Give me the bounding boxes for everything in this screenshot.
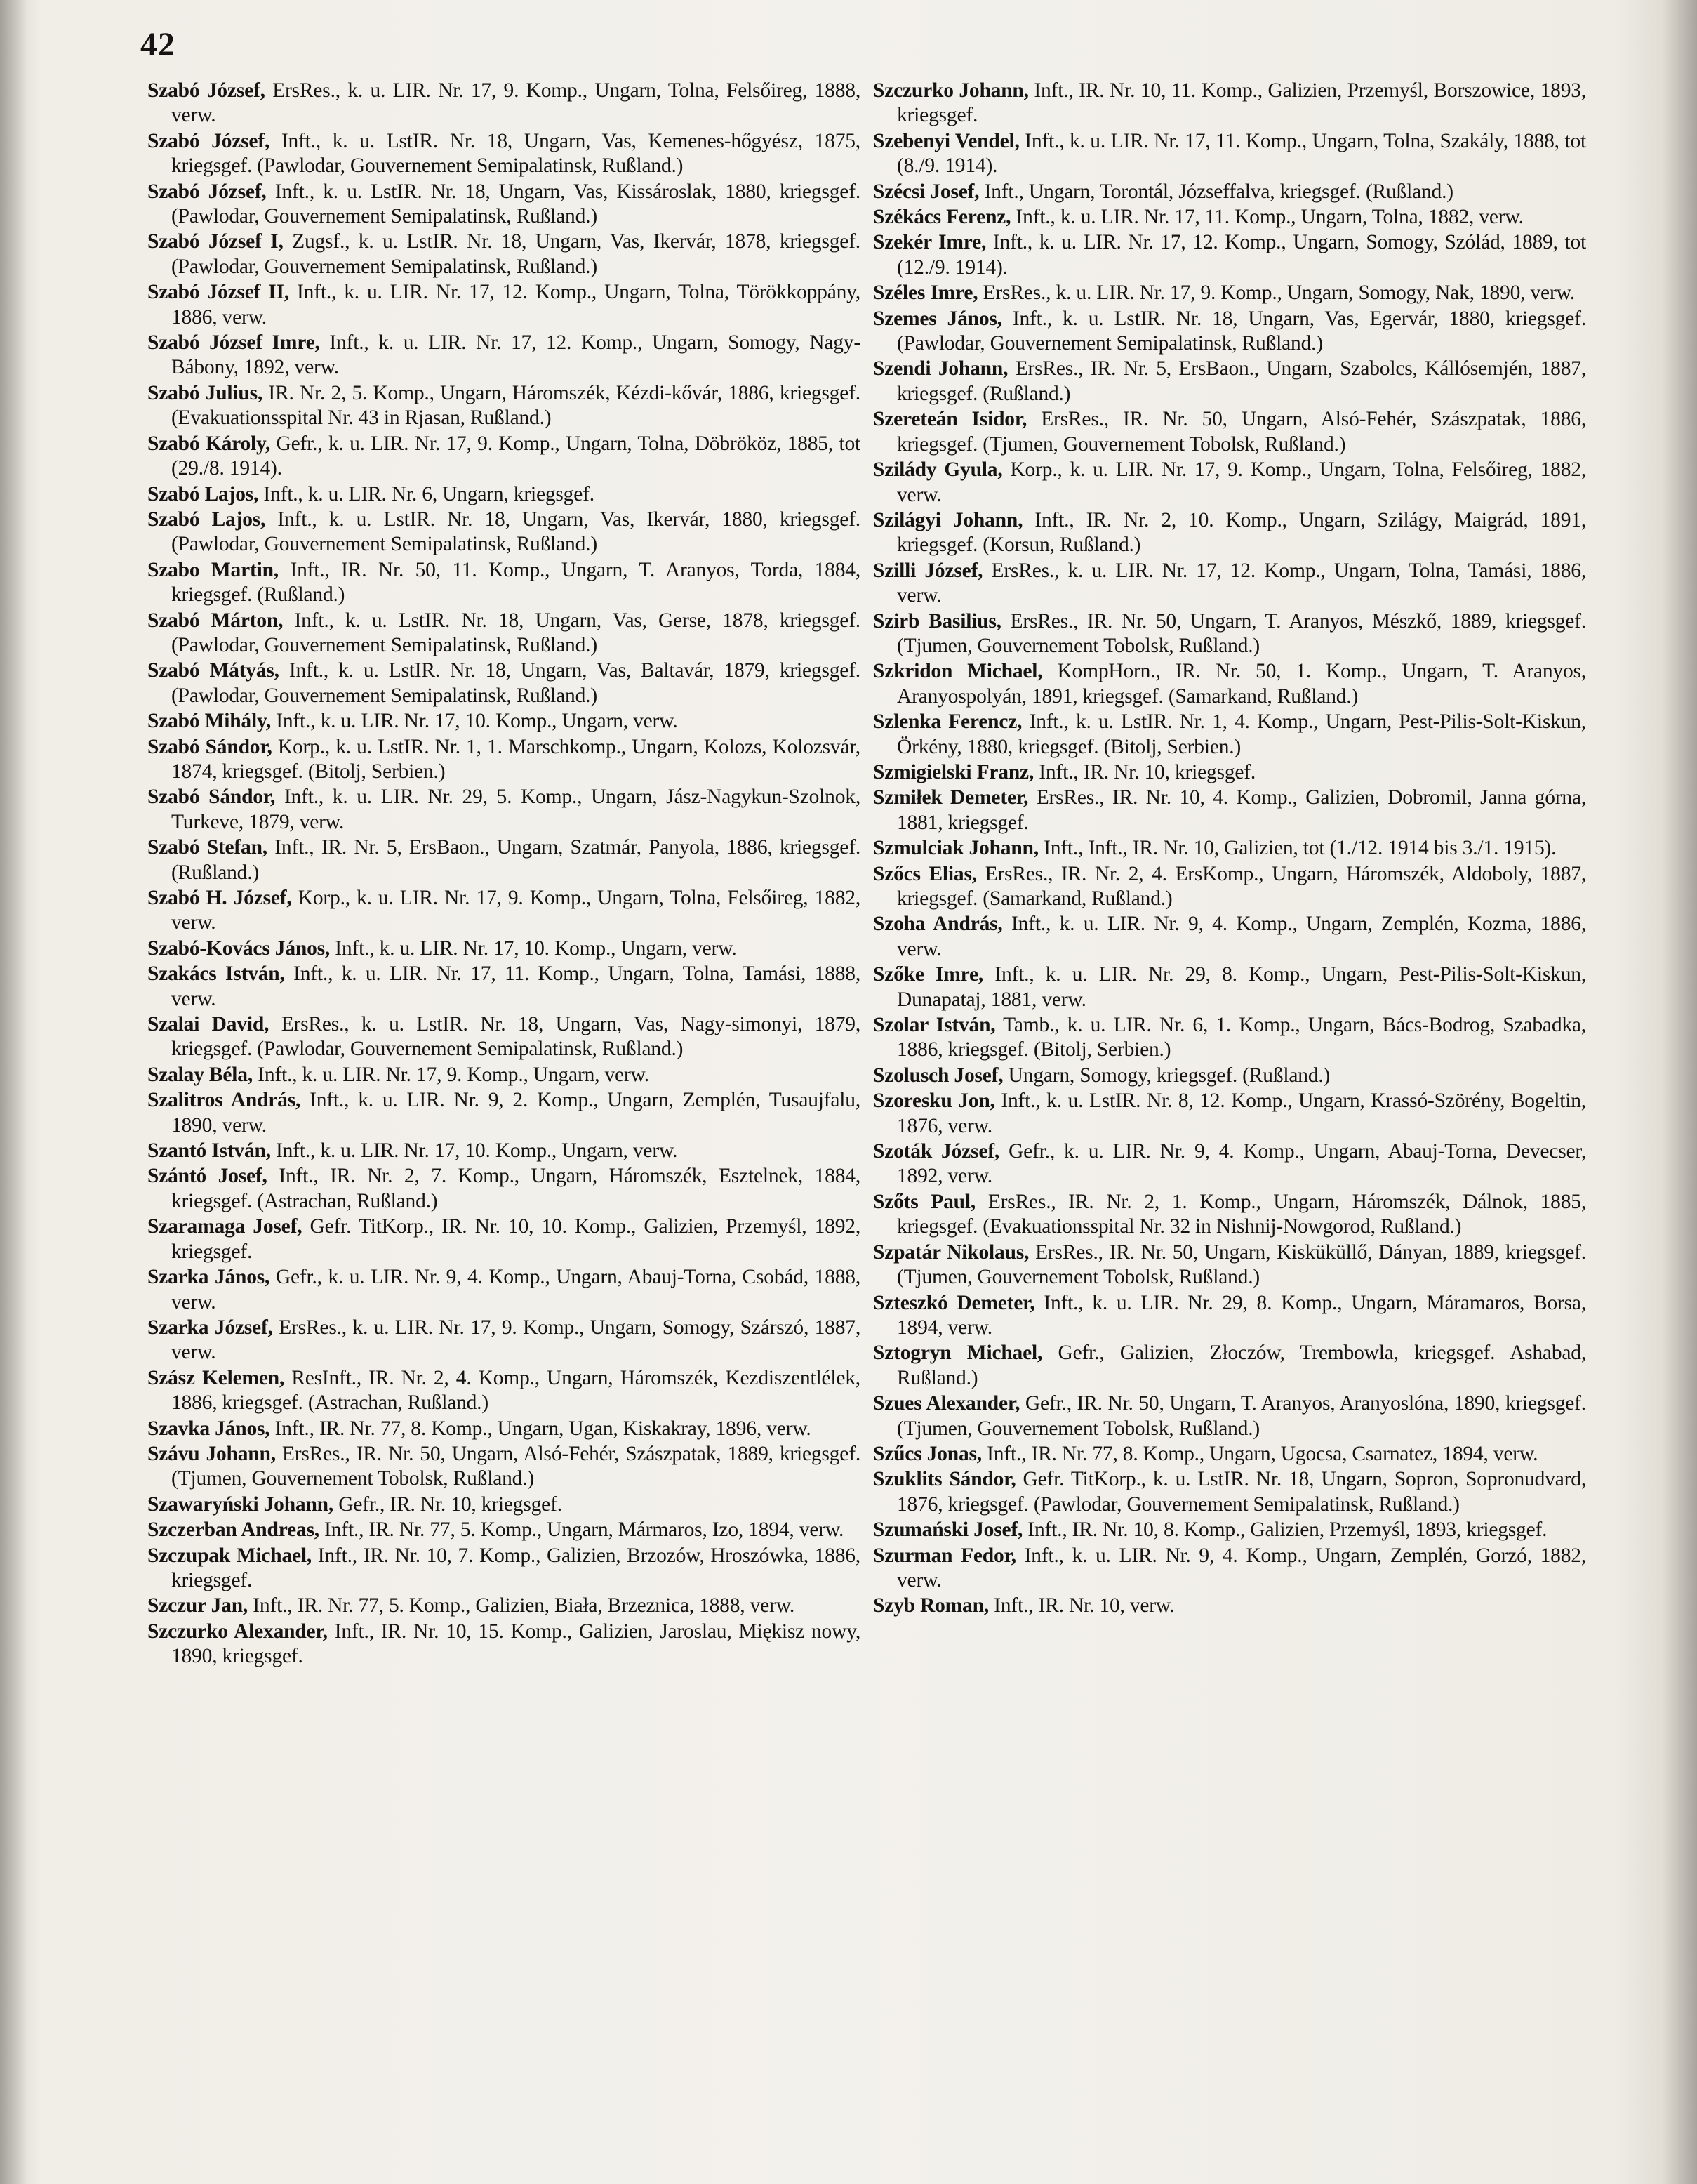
list-item <box>873 1442 1586 1467</box>
entry-details: Gefr., k. u. LIR. Nr. 9, 4. Komp., Ungarn, Abauj-Torna, Devecser, 1892, verw. <box>897 1140 1587 1188</box>
list-item <box>873 1139 1586 1189</box>
entry-name: Szilágyi Johann, <box>873 508 1023 531</box>
entry-details: Inft., k. u. LIR. Nr. 17, 12. Komp., Ungarn, Somogy, Szólád, 1889, tot (12./9. 1914). <box>897 231 1586 279</box>
entry-name: Szirb Basilius, <box>873 609 1001 633</box>
entry-details: Inft., IR. Nr. 10, verw. <box>989 1594 1175 1617</box>
list-item <box>147 230 860 279</box>
list-item <box>147 1088 860 1138</box>
entry-details: ErsRes., k. u. LIR. Nr. 17, 9. Komp., Ungarn, Somogy, Nak, 1890, verw. <box>978 282 1575 305</box>
list-item <box>873 230 1586 280</box>
entry-details: ErsRes., IR. Nr. 50, Ungarn, Alsó-Fehér, Szászpatak, 1889, kriegsgef. (Tjumen, Gouvernement Tobolsk, Rußland.) <box>171 1442 860 1490</box>
entry-name: Szalay Béla, <box>147 1063 253 1086</box>
entry-name: Szabó József I, <box>147 230 284 253</box>
list-item <box>873 1594 1586 1618</box>
entry-name: Szabo Martin, <box>147 558 279 581</box>
entry-name: Szabó József, <box>147 79 265 102</box>
entry-name: Szőcs Elias, <box>873 862 977 885</box>
entry-details: Inft., k. u. LIR. Nr. 17, 10. Komp., Ungarn, verw. <box>270 1139 678 1163</box>
list-item <box>147 1493 860 1517</box>
entry-details: Tamb., k. u. LIR. Nr. 6, 1. Komp., Ungarn, Bács-Bodrog, Szabadka, 1886, kriegsgef. (Bitolj, Serbien.) <box>897 1014 1586 1061</box>
list-item <box>873 786 1586 835</box>
list-item <box>147 381 860 431</box>
list-item <box>873 1089 1586 1139</box>
entry-name: Szues Alexander, <box>873 1392 1020 1415</box>
list-item <box>873 836 1586 861</box>
entry-details: ErsRes., IR. Nr. 5, ErsBaon., Ungarn, Szabolcs, Kállósemjén, 1887, kriegsgef. (Rußland.) <box>897 357 1586 405</box>
list-item <box>873 357 1586 406</box>
entry-details: Inft., k. u. LstIR. Nr. 18, Ungarn, Vas, Baltavár, 1879, kriegsgef. (Pawlodar, Gouvernement Semipalatinsk, Rußland.) <box>171 659 860 707</box>
entry-name: Szoha András, <box>873 913 1003 936</box>
list-item <box>147 658 860 708</box>
entry-details: Gefr., IR. Nr. 10, kriegsgef. <box>333 1493 562 1516</box>
entry-details: Inft., k. u. LIR. Nr. 17, 11. Komp., Ungarn, Tolna, Szakály, 1888, tot (8./9. 1914). <box>897 129 1586 178</box>
entry-name: Szavka János, <box>147 1417 270 1440</box>
list-item <box>873 1341 1586 1391</box>
entry-name: Szilli József, <box>873 559 983 582</box>
list-item <box>873 1240 1586 1290</box>
entry-details: ErsRes., k. u. LIR. Nr. 17, 12. Komp., Ungarn, Tolna, Tamási, 1886, verw. <box>897 559 1586 607</box>
list-item <box>147 1316 860 1365</box>
entry-name: Szmulciak Johann, <box>873 837 1039 860</box>
list-item <box>147 558 860 608</box>
list-item <box>873 1190 1586 1240</box>
entry-name: Szereteán Isidor, <box>873 408 1027 431</box>
list-item <box>147 1417 860 1441</box>
entry-details: Inft., IR. Nr. 50, 11. Komp., Ungarn, T. Aranyos, Torda, 1884, kriegsgef. (Rußland.) <box>171 558 860 607</box>
list-item <box>873 129 1586 179</box>
entry-details: Inft., IR. Nr. 5, ErsBaon., Ungarn, Szatmár, Panyola, 1886, kriegsgef. (Rußland.) <box>171 836 860 884</box>
entry-name: Szolar István, <box>873 1014 996 1037</box>
entry-name: Szabó Sándor, <box>147 735 272 758</box>
entry-name: Szabó Stefan, <box>147 836 267 859</box>
entry-details: Inft., IR. Nr. 77, 8. Komp., Ungarn, Ugan, Kiskakray, 1896, verw. <box>269 1417 811 1440</box>
entry-details: Inft., k. u. LstIR. Nr. 18, Ungarn, Vas, Kissároslak, 1880, kriegsgef. (Pawlodar, Gouvernement Semipalatinsk, Rußland.) <box>171 180 860 228</box>
entry-details: Inft., k. u. LstIR. Nr. 8, 12. Komp., Ungarn, Krassó-Szörény, Bogeltin, 1876, verw. <box>897 1090 1586 1137</box>
entry-name: Szakács István, <box>147 962 285 986</box>
entry-details: Inft., k. u. LIR. Nr. 9, 4. Komp., Ungarn, Zemplén, Kozma, 1886, verw. <box>897 913 1586 960</box>
list-item <box>873 180 1586 204</box>
entry-details: Inft., k. u. LIR. Nr. 17, 12. Komp., Ungarn, Tolna, Törökkoppány, 1886, verw. <box>171 281 860 329</box>
list-item <box>873 609 1586 659</box>
entry-details: Inft., k. u. LstIR. Nr. 18, Ungarn, Vas, Gerse, 1878, kriegsgef. (Pawlodar, Gouvernement Semipalatinsk, Rußland.) <box>171 609 860 656</box>
entry-name: Szendi Johann, <box>873 357 1009 380</box>
entry-name: Szabó József, <box>147 180 267 203</box>
list-item <box>873 962 1586 1012</box>
entry-details: ErsRes., IR. Nr. 2, 1. Komp., Ungarn, Háromszék, Dálnok, 1885, kriegsgef. (Evakuationsspital Nr. 32 in Nishnij-Nowgorod, Rußland.) <box>897 1190 1586 1238</box>
entry-details: Ungarn, Somogy, kriegsgef. (Rußland.) <box>1003 1064 1331 1087</box>
entry-details: Inft., k. u. LIR. Nr. 29, 8. Komp., Ungarn, Máramaros, Borsa, 1894, verw. <box>897 1291 1586 1339</box>
list-item <box>873 912 1586 962</box>
entry-details: Gefr. TitKorp., IR. Nr. 10, 10. Komp., Galizien, Przemyśl, 1892, kriegsgef. <box>171 1215 860 1263</box>
entry-name: Szilády Gyula, <box>873 458 1003 482</box>
entry-name: Szczurko Alexander, <box>147 1620 328 1643</box>
list-item <box>873 1467 1586 1517</box>
entry-name: Szkridon Michael, <box>873 660 1043 683</box>
entry-details: Inft., k. u. LIR. Nr. 17, 11. Komp., Ungarn, Tolna, 1882, verw. <box>1011 206 1524 229</box>
list-item <box>147 937 860 961</box>
entry-details: Inft., IR. Nr. 10, 15. Komp., Galizien, Jaroslau, Miękisz nowy, 1890, kriegsgef. <box>171 1620 860 1668</box>
entry-name: Szolusch Josef, <box>873 1064 1004 1087</box>
entry-name: Szarka József, <box>147 1316 273 1339</box>
entry-name: Szabó Károly, <box>147 432 271 455</box>
entry-name: Szpatár Nikolaus, <box>873 1240 1030 1264</box>
left-edge-shadow <box>0 0 28 2184</box>
list-item <box>147 1366 860 1416</box>
entry-name: Szabó Mátyás, <box>147 659 279 682</box>
entry-name: Szász Kelemen, <box>147 1366 285 1389</box>
list-item <box>873 205 1586 230</box>
entry-name: Szalitros András, <box>147 1089 301 1112</box>
list-item <box>147 1139 860 1163</box>
entry-name: Szczurko Johann, <box>873 79 1029 102</box>
list-item <box>147 785 860 835</box>
entry-details: Gefr., k. u. LIR. Nr. 17, 9. Komp., Ungarn, Tolna, Döbrököz, 1885, tot (29./8. 1914). <box>171 432 860 480</box>
entry-name: Szurman Fedor, <box>873 1544 1016 1567</box>
entry-name: Szebenyi Vendel, <box>873 129 1020 152</box>
entry-name: Szabó József Imre, <box>147 331 320 355</box>
list-item <box>147 835 860 885</box>
list-item <box>873 1391 1586 1441</box>
list-item <box>147 709 860 734</box>
list-item <box>147 1620 860 1669</box>
list-item <box>147 1594 860 1618</box>
list-item <box>147 432 860 482</box>
entry-details: Inft., k. u. LstIR. Nr. 1, 4. Komp., Ungarn, Pest-Pilis-Solt-Kiskun, Örkény, 1880, kriegsgef. (Bitolj, Serbien.) <box>897 710 1586 758</box>
list-item <box>873 1518 1586 1542</box>
list-item <box>873 508 1586 558</box>
list-item <box>873 281 1586 305</box>
entry-details: Inft., Ungarn, Torontál, Józseffalva, kriegsgef. (Rußland.) <box>979 180 1453 203</box>
entry-details: ErsRes., IR. Nr. 2, 4. ErsKomp., Ungarn, Háromszék, Aldoboly, 1887, kriegsgef. (Samarkand, Rußland.) <box>897 862 1586 910</box>
list-item <box>873 79 1586 128</box>
entry-name: Szávu Johann, <box>147 1442 276 1465</box>
entry-details: Korp., k. u. LIR. Nr. 17, 9. Komp., Ungarn, Tolna, Felsőireg, 1882, verw. <box>897 458 1586 506</box>
list-item <box>147 1063 860 1087</box>
entry-details: IR. Nr. 2, 5. Komp., Ungarn, Háromszék, Kézdi-kővár, 1886, kriegsgef. (Evakuationsspital Nr. 43 in Rjasan, Rußland.) <box>171 381 860 430</box>
list-item <box>873 862 1586 912</box>
right-column <box>873 79 1586 1620</box>
entry-name: Széles Imre, <box>873 282 978 305</box>
entry-name: Szmigielski Franz, <box>873 760 1034 783</box>
entry-name: Szczur Jan, <box>147 1594 248 1617</box>
entry-details: ErsRes., IR. Nr. 10, 4. Komp., Galizien, Dobromil, Janna górna, 1881, kriegsgef. <box>897 786 1586 834</box>
entry-details: Inft., IR. Nr. 10, 7. Komp., Galizien, Brzozów, Hroszówka, 1886, kriegsgef. <box>171 1544 860 1591</box>
entry-details: ErsRes., k. u. LstIR. Nr. 18, Ungarn, Vas, Nagy-simonyi, 1879, kriegsgef. (Pawlodar, Gouvernement Semipalatinsk, Rußland.) <box>171 1013 860 1061</box>
entry-details: Inft., Inft., IR. Nr. 10, Galizien, tot (1./12. 1914 bis 3./1. 1915). <box>1038 837 1557 860</box>
entry-name: Szabó Julius, <box>147 381 263 404</box>
list-item <box>147 482 860 507</box>
entry-name: Szczerban Andreas, <box>147 1518 319 1542</box>
entry-details: ErsRes., IR. Nr. 50, Ungarn, Alsó-Fehér, Szászpatak, 1886, kriegsgef. (Tjumen, Gouvernement Tobolsk, Rußland.) <box>897 408 1586 456</box>
entry-details: Inft., k. u. LIR. Nr. 17, 11. Komp., Ungarn, Tolna, Tamási, 1888, verw. <box>171 962 861 1010</box>
entry-details: Inft., k. u. LIR. Nr. 9, 4. Komp., Ungarn, Zemplén, Gorzó, 1882, verw. <box>897 1544 1586 1591</box>
list-item <box>147 609 860 658</box>
entry-name: Szabó-Kovács János, <box>147 937 331 960</box>
list-item <box>147 1012 860 1062</box>
entry-name: Székács Ferenz, <box>873 206 1011 229</box>
entry-details: Korp., k. u. LIR. Nr. 17, 9. Komp., Ungarn, Tolna, Felsőireg, 1882, verw. <box>171 887 860 934</box>
list-item <box>873 407 1586 457</box>
entry-details: Inft., k. u. LstIR. Nr. 18, Ungarn, Vas, Kemenes-hőgyész, 1875, kriegsgef. (Pawlodar, Gouvernement Semipalatinsk, Rußland.) <box>171 129 860 178</box>
entry-details: ErsRes., IR. Nr. 50, Ungarn, T. Aranyos, Mészkő, 1889, kriegsgef. (Tjumen, Gouvernement Tobolsk, Rußland.) <box>897 609 1586 657</box>
list-item <box>147 962 860 1012</box>
entry-name: Szmiłek Demeter, <box>873 786 1029 809</box>
entry-name: Szoták József, <box>873 1140 1000 1163</box>
entry-name: Szántó Josef, <box>147 1165 267 1188</box>
entry-name: Szumański Josef, <box>873 1518 1023 1542</box>
entry-name: Szoresku Jon, <box>873 1090 995 1113</box>
entry-name: Szczupak Michael, <box>147 1544 312 1567</box>
entry-details: Inft., IR. Nr. 10, kriegsgef. <box>1034 760 1256 783</box>
entry-details: ResInft., IR. Nr. 2, 4. Komp., Ungarn, Háromszék, Kezdiszentlélek, 1886, kriegsgef. (Astrachan, Rußland.) <box>171 1366 860 1415</box>
entry-details: Inft., k. u. LstIR. Nr. 18, Ungarn, Vas, Ikervár, 1880, kriegsgef. (Pawlodar, Gouvernement Semipalatinsk, Rußland.) <box>171 508 860 556</box>
entry-name: Szabó József, <box>147 129 270 152</box>
list-item <box>873 1544 1586 1594</box>
entry-details: Inft., IR. Nr. 77, 8. Komp., Ungarn, Ugocsa, Csarnatez, 1894, verw. <box>981 1442 1538 1465</box>
list-item <box>873 760 1586 785</box>
entry-name: Sztogryn Michael, <box>873 1342 1043 1365</box>
entry-details: Inft., IR. Nr. 2, 10. Komp., Ungarn, Szilágy, Maigrád, 1891, kriegsgef. (Korsun, Rußland.) <box>897 508 1587 557</box>
entry-name: Szaramaga Josef, <box>147 1215 302 1238</box>
entry-name: Szabó H. József, <box>147 887 292 909</box>
entry-details: Inft., IR. Nr. 10, 8. Komp., Galizien, Przemyśl, 1893, kriegsgef. <box>1023 1518 1548 1542</box>
entry-details: KompHorn., IR. Nr. 50, 1. Komp., Ungarn, T. Aranyos, Aranyospolyán, 1891, kriegsgef. (Samarkand, Rußland.) <box>897 660 1586 708</box>
list-item <box>147 1518 860 1542</box>
entry-details: ErsRes., k. u. LIR. Nr. 17, 9. Komp., Ungarn, Somogy, Szárszó, 1887, verw. <box>171 1316 860 1364</box>
list-item <box>873 1064 1586 1088</box>
entry-details: Gefr. TitKorp., k. u. LstIR. Nr. 18, Ungarn, Sopron, Sopronudvard, 1876, kriegsgef. (Pawlodar, Gouvernement Semipalatinsk, Rußland.) <box>897 1468 1586 1516</box>
list-item <box>147 1215 860 1264</box>
entry-name: Szuklits Sándor, <box>873 1468 1016 1491</box>
entry-details: Inft., IR. Nr. 77, 5. Komp., Galizien, Biała, Brzeznica, 1888, verw. <box>248 1594 795 1617</box>
entry-name: Szyb Roman, <box>873 1594 989 1617</box>
list-item <box>147 180 860 230</box>
entry-name: Szécsi Josef, <box>873 180 980 203</box>
entry-details: Inft., k. u. LIR. Nr. 29, 5. Komp., Ungarn, Jász-Nagykun-Szolnok, Turkeve, 1879, verw. <box>171 786 860 833</box>
entry-name: Szabó Márton, <box>147 609 284 632</box>
entry-details: Inft., IR. Nr. 2, 7. Komp., Ungarn, Háromszék, Esztelnek, 1884, kriegsgef. (Astrachan, Rußland.) <box>171 1165 860 1212</box>
list-item <box>873 559 1586 609</box>
entry-name: Szabó Lajos, <box>147 508 266 531</box>
entry-details: ErsRes., IR. Nr. 50, Ungarn, Kisküküllő, Dányan, 1889, kriegsgef. (Tjumen, Gouvernement Tobolsk, Rußland.) <box>897 1240 1586 1289</box>
list-item <box>873 1291 1586 1341</box>
entry-name: Szekér Imre, <box>873 231 987 254</box>
entry-details: Inft., IR. Nr. 77, 5. Komp., Ungarn, Mármaros, Izo, 1894, verw. <box>319 1518 844 1542</box>
list-item <box>147 1265 860 1315</box>
list-item <box>873 659 1586 709</box>
list-item <box>873 1013 1586 1063</box>
list-item <box>147 886 860 936</box>
entry-details: Korp., k. u. LstIR. Nr. 1, 1. Marschkomp., Ungarn, Kolozs, Kolozsvár, 1874, kriegsgef. (Bitolj, Serbien.) <box>171 735 860 783</box>
entry-name: Szűcs Jonas, <box>873 1442 982 1465</box>
entry-details: Inft., k. u. LIR. Nr. 17, 10. Komp., Ungarn, verw. <box>271 710 678 733</box>
entry-details: Zugsf., k. u. LstIR. Nr. 18, Ungarn, Vas, Ikervár, 1878, kriegsgef. (Pawlodar, Gouvernement Semipalatinsk, Rußland.) <box>171 230 860 278</box>
entry-name: Szabó József II, <box>147 281 289 304</box>
list-item <box>147 280 860 330</box>
entry-details: Inft., k. u. LIR. Nr. 9, 2. Komp., Ungarn, Zemplén, Tusaujfalu, 1890, verw. <box>171 1089 861 1137</box>
list-item <box>873 307 1586 357</box>
entry-name: Szemes János, <box>873 307 1002 330</box>
left-column <box>147 79 860 1670</box>
list-item <box>873 458 1586 508</box>
list-item <box>873 710 1586 760</box>
entry-details: Gefr., Galizien, Złoczów, Trembowla, kriegsgef. Ashabad, Rußland.) <box>897 1342 1586 1389</box>
entry-details: Gefr., k. u. LIR. Nr. 9, 4. Komp., Ungarn, Abauj-Torna, Csobád, 1888, verw. <box>171 1266 861 1313</box>
entry-details: Inft., IR. Nr. 10, 11. Komp., Galizien, Przemyśl, Borszowice, 1893, kriegsgef. <box>897 79 1586 127</box>
list-item <box>147 129 860 179</box>
right-edge-shadow <box>1662 0 1697 2184</box>
entry-name: Szőke Imre, <box>873 963 984 986</box>
entry-details: Inft., k. u. LIR. Nr. 17, 9. Komp., Ungarn, verw. <box>253 1063 649 1086</box>
entry-name: Szlenka Ferencz, <box>873 710 1023 734</box>
list-item <box>147 79 860 128</box>
entry-details: Gefr., IR. Nr. 50, Ungarn, T. Aranyos, Aranyoslóna, 1890, kriegsgef. (Tjumen, Gouvernement Tobolsk, Rußland.) <box>897 1392 1586 1440</box>
list-item <box>147 1544 860 1594</box>
entry-name: Szalai David, <box>147 1013 269 1036</box>
entry-name: Szabó Mihály, <box>147 710 272 733</box>
list-item <box>147 331 860 380</box>
entry-name: Szantó István, <box>147 1139 271 1163</box>
entry-details: Inft., k. u. LIR. Nr. 6, Ungarn, kriegsgef. <box>258 482 594 505</box>
entry-details: Inft., k. u. LstIR. Nr. 18, Ungarn, Vas, Egervár, 1880, kriegsgef. (Pawlodar, Gouvernement Semipalatinsk, Rußland.) <box>897 307 1586 355</box>
entry-details: Inft., k. u. LIR. Nr. 17, 12. Komp., Ungarn, Somogy, Nagy-Bábony, 1892, verw. <box>171 331 860 379</box>
entry-name: Szőts Paul, <box>873 1190 976 1213</box>
list-item <box>147 508 860 557</box>
list-item <box>147 1164 860 1214</box>
entry-name: Szabó Sándor, <box>147 786 276 809</box>
entry-name: Szarka János, <box>147 1266 270 1289</box>
list-item <box>147 735 860 785</box>
entry-details: ErsRes., k. u. LIR. Nr. 17, 9. Komp., Ungarn, Tolna, Felsőireg, 1888, verw. <box>171 79 860 127</box>
entry-name: Szteszkó Demeter, <box>873 1291 1035 1314</box>
entry-details: Inft., k. u. LIR. Nr. 17, 10. Komp., Ungarn, verw. <box>330 937 737 960</box>
entry-name: Szawaryński Johann, <box>147 1493 334 1516</box>
entry-name: Szabó Lajos, <box>147 482 259 505</box>
list-item <box>147 1442 860 1492</box>
entry-details: Inft., k. u. LIR. Nr. 29, 8. Komp., Ungarn, Pest-Pilis-Solt-Kiskun, Dunapataj, 1881, verw. <box>897 963 1586 1011</box>
page-number: 42 <box>140 26 175 63</box>
